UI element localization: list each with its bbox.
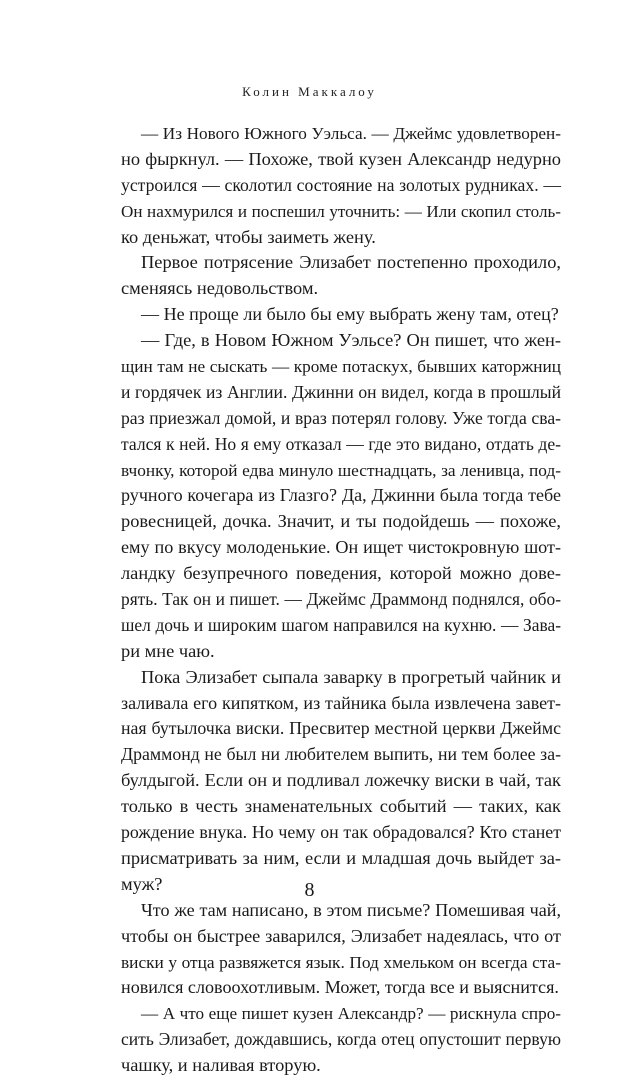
- text-line: — Из Нового Южного Уэльса. — Джеймс удовлетворен-: [141, 124, 561, 143]
- text-line: рождение внука. Но чему он так обрадовался? Кто станет: [121, 822, 561, 843]
- text-line: Что же там написано, в этом письме? Помешивая чай,: [141, 899, 561, 920]
- text-line: Драммонд не был ни любителем выпить, ни тем более за-: [121, 744, 561, 765]
- text-line: присматривать за ним, если и младшая дочь выйдет за-: [121, 847, 561, 868]
- text-line: булдыгой. Если он и подливал ложечку виски в чай, так: [121, 770, 561, 791]
- text-line: заливала его кипятком, из тайника была извлечена завет-: [121, 692, 561, 713]
- text-line: шел дочь и широким шагом направился на кухню. — Зава-: [121, 614, 561, 635]
- text-line: сить Элизабет, дождавшись, когда отец опустошит первую: [121, 1029, 561, 1050]
- text-line: — А что еще пишет кузен Александр? — рискнула спро-: [141, 1004, 561, 1024]
- text-line: устроился — сколотил состояние на золотых рудниках. —: [121, 174, 561, 195]
- text-line: виски у отца развяжется язык. Под хмельком он всегда ста-: [121, 952, 561, 972]
- text-line: раз приезжал домой, и враз потерял голову. Уже тогда сва-: [121, 407, 561, 428]
- text-line: рять. Так он и пишет. — Джеймс Драммонд поднялся, обо-: [121, 590, 561, 610]
- text-line: новился словоохотливым. Может, тогда все и выяснится.: [121, 977, 559, 998]
- text-line: но фыркнул. — Похоже, твой кузен Александр недурно: [121, 148, 561, 169]
- text-line: тался к ней. Но я ему отказал — где это видано, отдать де-: [121, 433, 561, 454]
- text-line: — Не проще ли было бы ему выбрать жену там, отец?: [141, 304, 559, 325]
- text-line: муж?: [121, 873, 163, 894]
- text-line: чашку, и наливая вторую.: [121, 1055, 321, 1076]
- text-line: ри мне чаю.: [121, 640, 215, 661]
- text-line: щин там не сыскать — кроме потаскух, бывших каторжниц: [121, 357, 561, 377]
- text-line: ко деньжат, чтобы заиметь жену.: [121, 226, 376, 247]
- text-line: Он нахмурился и поспешил уточнить: — Или скопил столь-: [121, 201, 561, 221]
- text-line: — Где, в Новом Южном Уэльсе? Он пишет, что жен-: [141, 330, 561, 351]
- text-line: и гордячек из Англии. Джинни он видел, когда в прошлый: [121, 381, 561, 402]
- text-line: ная бутылочка виски. Пресвитер местной церкви Джеймс: [121, 718, 561, 739]
- text-line: Пока Элизабет сыпала заварку в прогретый чайник и: [141, 666, 561, 687]
- text-line: вчонку, которой едва минуло шестнадцать, за ленивца, под-: [121, 460, 561, 480]
- text-line: ровесницей, дочка. Значит, и ты подойдешь — похоже,: [121, 511, 561, 532]
- text-line: ландку безупречного поведения, которой можно дове-: [121, 563, 561, 584]
- text-line: Первое потрясение Элизабет постепенно проходило,: [141, 252, 561, 273]
- text-line: ручного кочегара из Глазго? Да, Джинни была тогда тебе: [121, 485, 561, 506]
- body-text: [121, 121, 561, 1079]
- text-line: чтобы он быстрее заварился, Элизабет надеялась, что от: [121, 925, 561, 946]
- text-line: только в честь знаменательных событий — таких, как: [121, 796, 561, 817]
- text-line: ему по вкусу молоденькие. Он ищет чистокровную шот-: [121, 537, 561, 558]
- text-line: сменяясь недовольством.: [121, 278, 319, 299]
- page-number: 8: [304, 879, 315, 901]
- running-head: Колин Маккалоу: [242, 84, 377, 99]
